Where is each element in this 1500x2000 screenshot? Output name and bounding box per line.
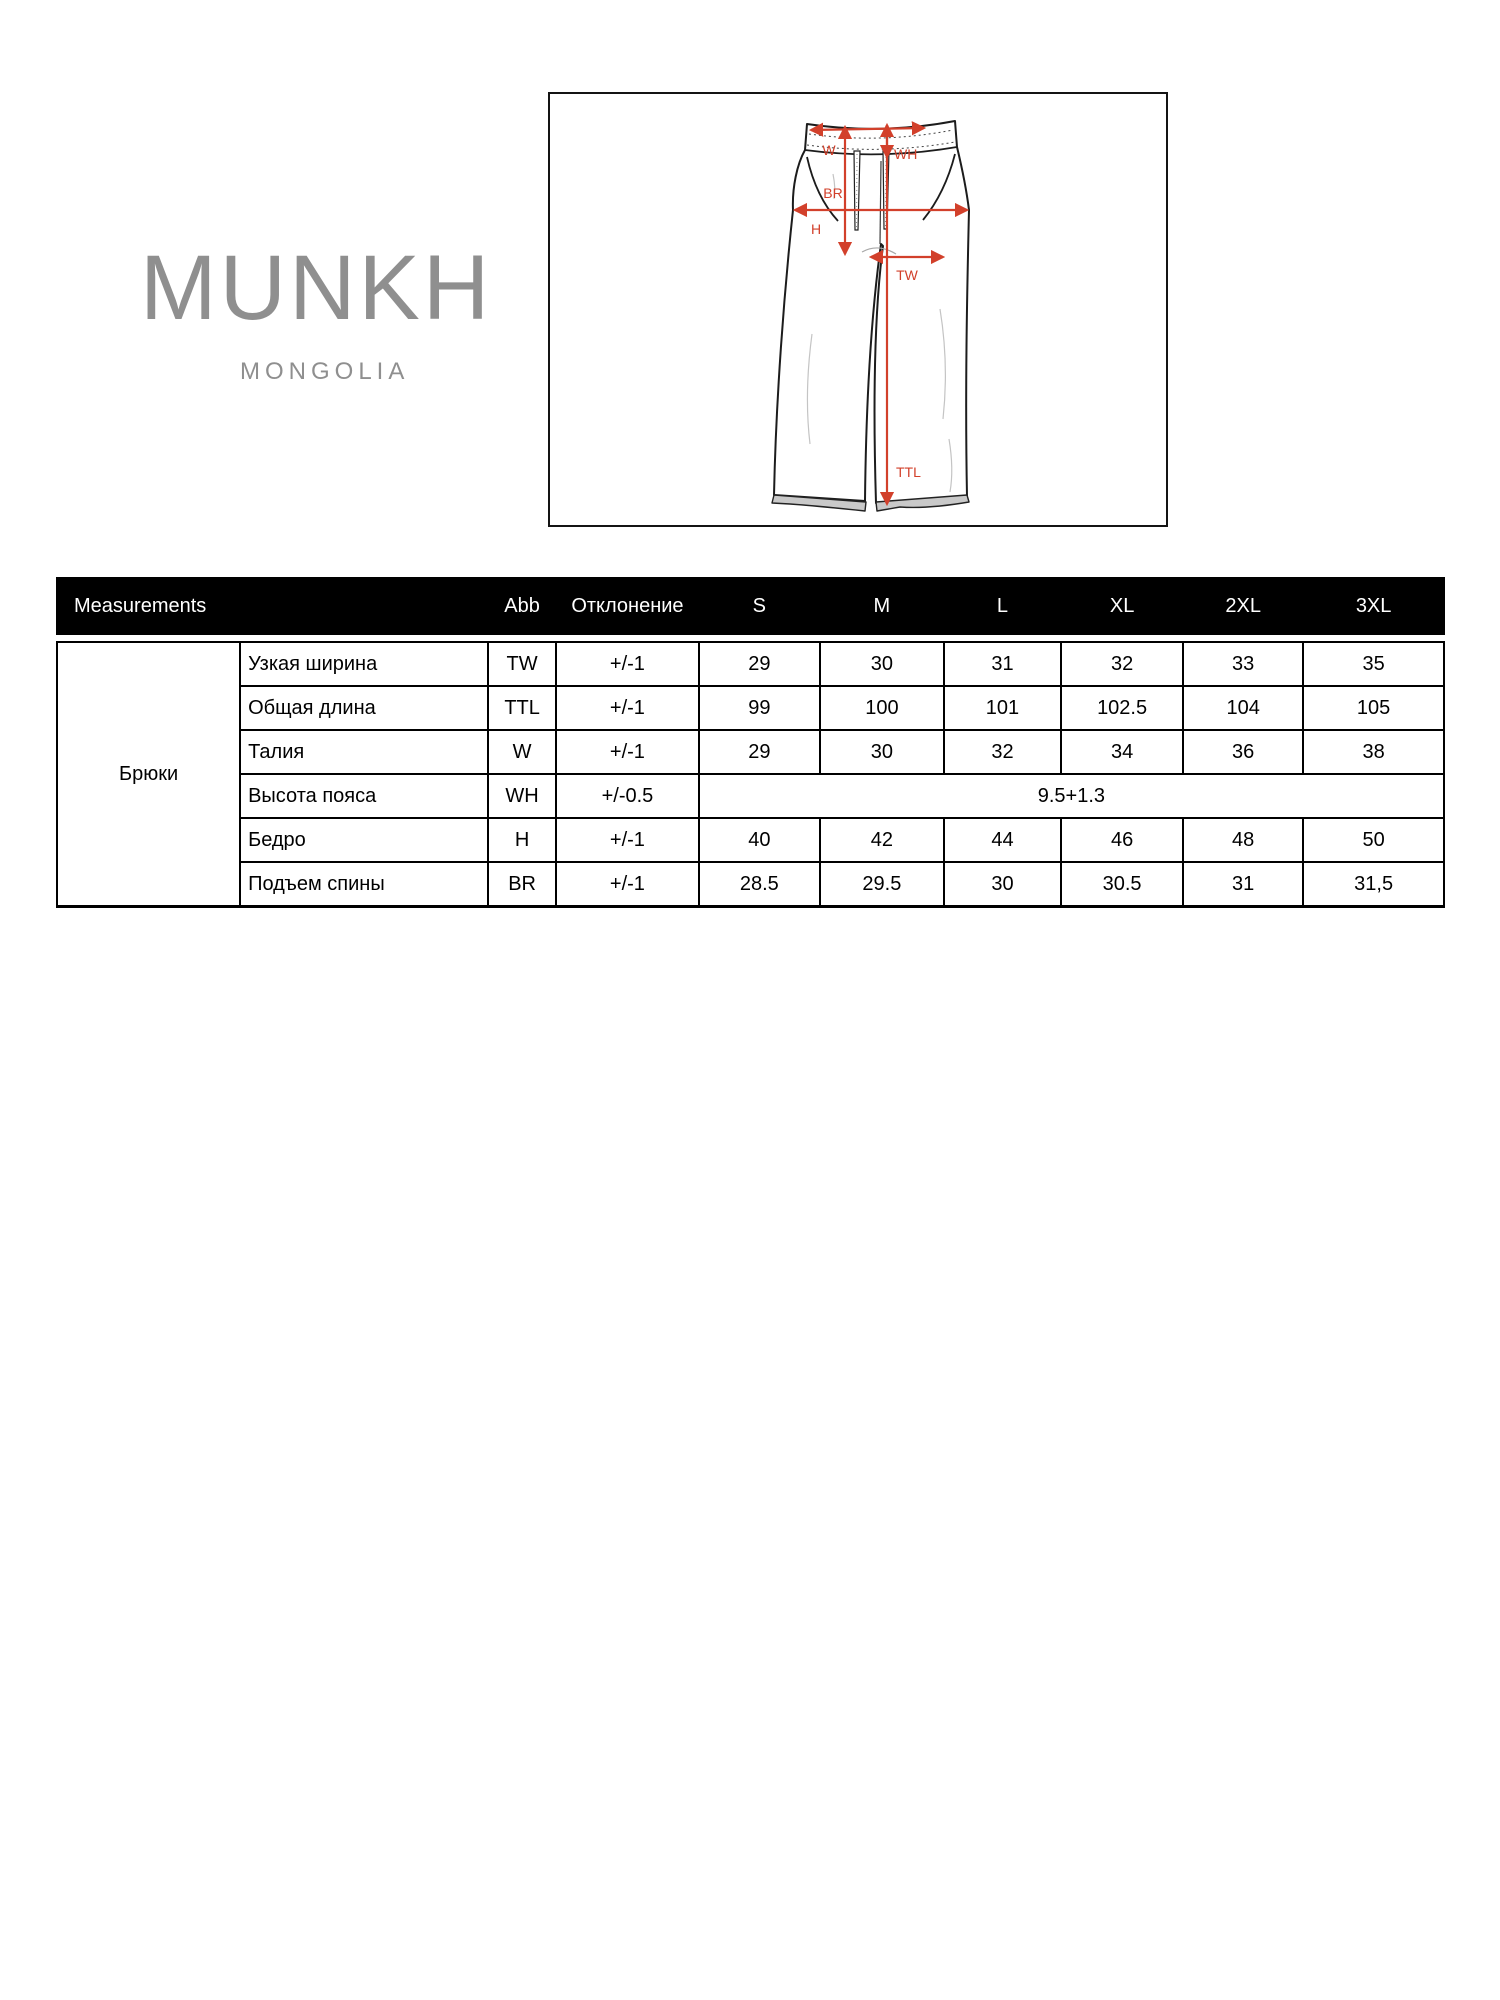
- row-name: Высота пояса: [241, 775, 487, 817]
- cell-value: 101: [945, 687, 1060, 729]
- pants-drawing: [550, 94, 1166, 525]
- cell-value: 31: [945, 643, 1060, 685]
- header-size-m: M: [873, 594, 891, 617]
- cell-value: 104: [1184, 687, 1302, 729]
- table-header-row: [56, 577, 1445, 635]
- cell-value: 30: [945, 863, 1060, 905]
- cell-value: 100: [821, 687, 943, 729]
- header-size-3xl: 3XL: [1355, 594, 1392, 617]
- cell-value: 31,5: [1304, 863, 1443, 905]
- cell-value: 105: [1304, 687, 1443, 729]
- row-abb: BR: [489, 863, 555, 905]
- cell-value: 34: [1062, 731, 1182, 773]
- row-name: Бедро: [241, 819, 487, 861]
- label-br: BR: [823, 185, 843, 201]
- header-tolerance: Отклонение: [571, 594, 684, 617]
- row-tolerance: +/-1: [557, 731, 698, 773]
- brand-logo: [140, 237, 493, 386]
- label-w: W: [822, 142, 836, 158]
- row-abb: TTL: [489, 687, 555, 729]
- cell-value: 44: [945, 819, 1060, 861]
- cell-value: 28.5: [700, 863, 819, 905]
- label-h: H: [810, 221, 822, 237]
- cell-value: 99: [700, 687, 819, 729]
- brand-name: MUNKH: [140, 237, 493, 339]
- cell-value: 48: [1184, 819, 1302, 861]
- cell-value: 30: [821, 731, 943, 773]
- label-wh: WH: [894, 146, 918, 162]
- cell-value: 30: [821, 643, 943, 685]
- header-size-2xl: 2XL: [1225, 594, 1261, 617]
- row-tolerance: +/-1: [557, 819, 698, 861]
- header-size-xl: XL: [1109, 594, 1135, 617]
- cell-value: 42: [821, 819, 943, 861]
- cell-value: 29: [700, 643, 819, 685]
- cell-value: 31: [1184, 863, 1302, 905]
- cell-value: 33: [1184, 643, 1302, 685]
- cell-value: 35: [1304, 643, 1443, 685]
- row-tolerance: +/-1: [557, 687, 698, 729]
- row-abb: H: [489, 819, 555, 861]
- cell-value: 32: [1062, 643, 1182, 685]
- cell-value: 46: [1062, 819, 1182, 861]
- cell-value: 32: [945, 731, 1060, 773]
- cell-value: 29.5: [821, 863, 943, 905]
- row-name: Общая длина: [241, 687, 487, 729]
- row-abb: TW: [489, 643, 555, 685]
- header-size-l: L: [996, 594, 1009, 617]
- header-size-s: S: [752, 594, 766, 617]
- cell-value: 29: [700, 731, 819, 773]
- row-abb: WH: [489, 775, 555, 817]
- row-abb: W: [489, 731, 555, 773]
- label-ttl: TTL: [896, 464, 921, 480]
- cell-value: 50: [1304, 819, 1443, 861]
- pants-measurement-diagram: [548, 92, 1168, 527]
- cell-value: 40: [700, 819, 819, 861]
- cell-value: 102.5: [1062, 687, 1182, 729]
- table-body: [56, 641, 1445, 908]
- brand-subtitle: MONGOLIA: [240, 358, 410, 385]
- row-tolerance: +/-1: [557, 643, 698, 685]
- header-abb: Abb: [504, 594, 540, 617]
- cell-value: 36: [1184, 731, 1302, 773]
- row-tolerance: +/-0.5: [557, 775, 698, 817]
- label-tw: TW: [896, 267, 918, 283]
- cell-value: 30.5: [1062, 863, 1182, 905]
- row-name: Узкая ширина: [241, 643, 487, 685]
- cell-value: 38: [1304, 731, 1443, 773]
- row-tolerance: +/-1: [557, 863, 698, 905]
- pants-outline: [772, 121, 969, 511]
- header-measurements: Measurements: [74, 594, 207, 617]
- row-name: Талия: [241, 731, 487, 773]
- group-label: Брюки: [58, 643, 239, 905]
- row-name: Подъем спины: [241, 863, 487, 905]
- cell-value-merged: 9.5+1.3: [700, 775, 1443, 817]
- measurements-table: [56, 577, 1445, 908]
